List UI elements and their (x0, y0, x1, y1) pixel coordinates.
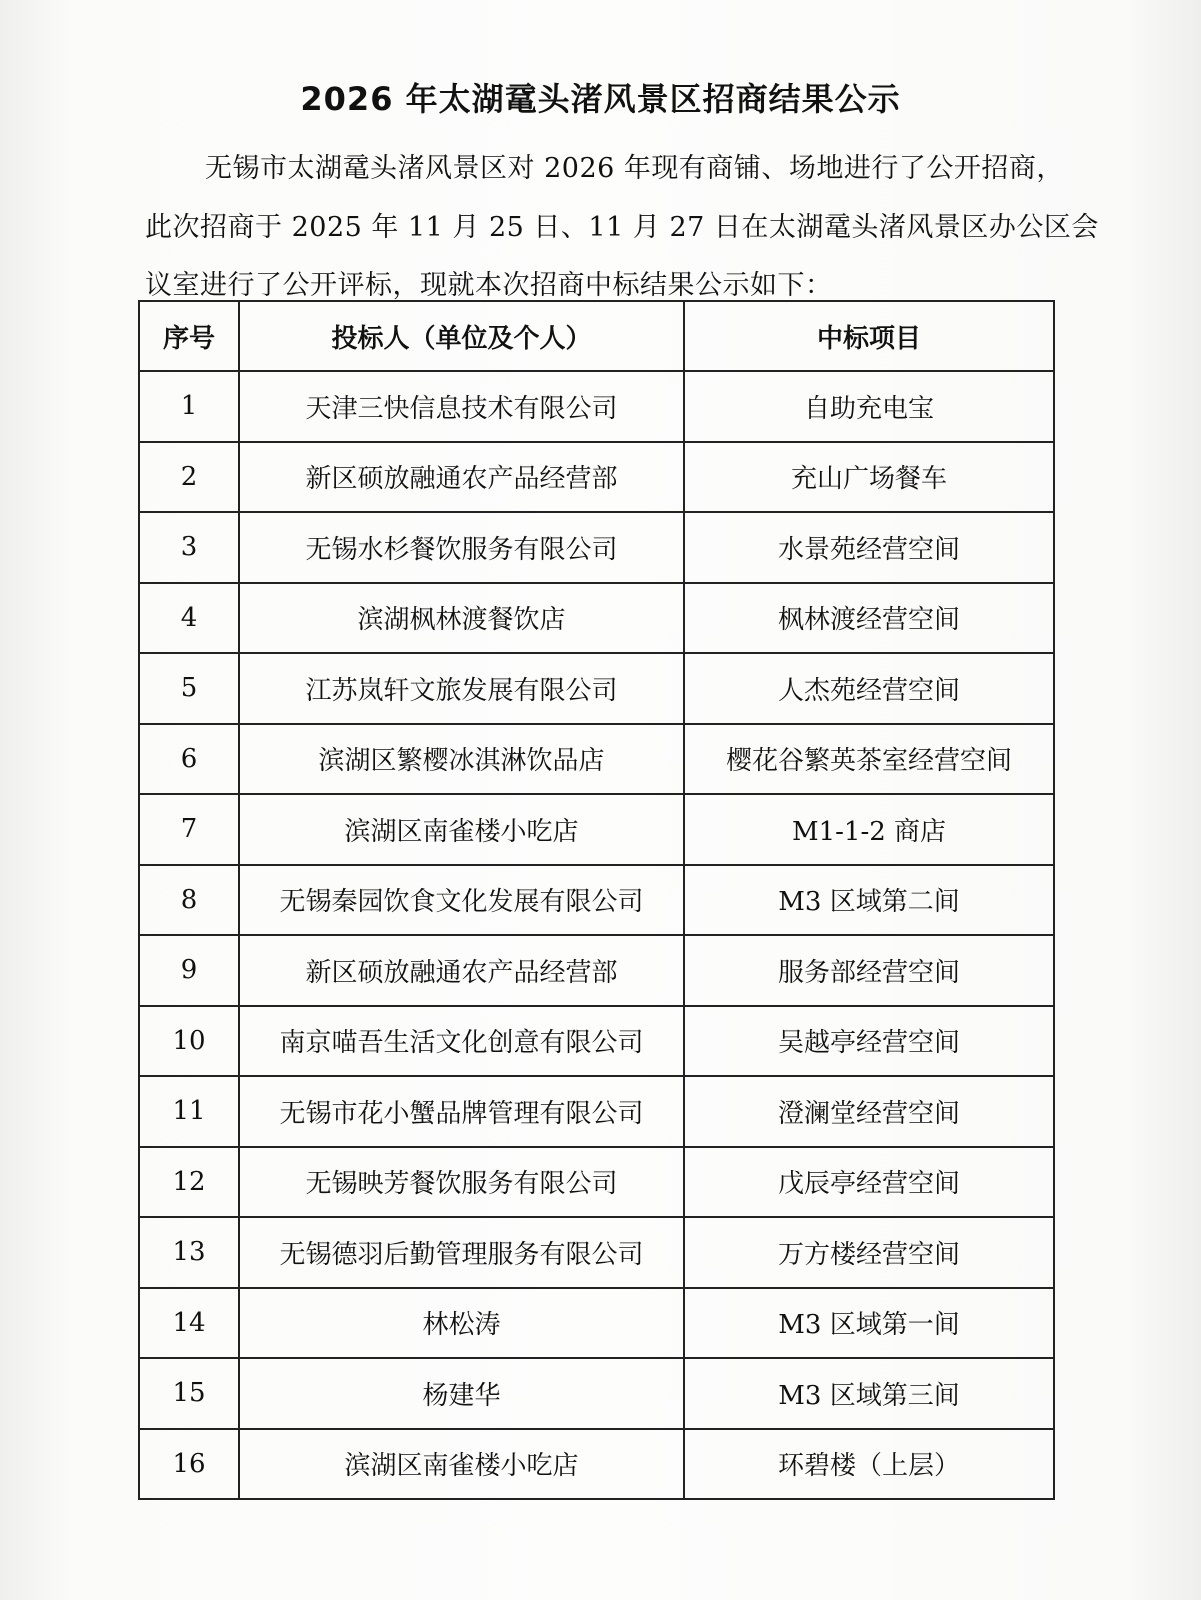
table-row (139, 1429, 1054, 1500)
cell-bidder: 新区硕放融通农产品经营部 (239, 442, 684, 513)
table-row (139, 1147, 1054, 1218)
cell-number: 14 (139, 1288, 239, 1359)
cell-bidder: 杨建华 (239, 1358, 684, 1429)
cell-bidder: 滨湖枫林渡餐饮店 (239, 583, 684, 654)
table-row (139, 1006, 1054, 1077)
cell-number: 13 (139, 1217, 239, 1288)
document-title: 2026 年太湖鼋头渚风景区招商结果公示 (300, 80, 901, 118)
cell-number: 15 (139, 1358, 239, 1429)
table-row (139, 512, 1054, 583)
cell-number: 16 (139, 1429, 239, 1500)
cell-project: 服务部经营空间 (684, 935, 1054, 1006)
cell-bidder: 无锡映芳餐饮服务有限公司 (239, 1147, 684, 1218)
cell-bidder: 新区硕放融通农产品经营部 (239, 935, 684, 1006)
header-number: 序号 (139, 301, 239, 371)
cell-bidder: 无锡德羽后勤管理服务有限公司 (239, 1217, 684, 1288)
cell-number: 9 (139, 935, 239, 1006)
intro-line-3: 议室进行了公开评标，现就本次招商中标结果公示如下： (145, 270, 833, 301)
cell-project: 樱花谷繁英茶室经营空间 (684, 724, 1054, 795)
cell-bidder: 南京喵吾生活文化创意有限公司 (239, 1006, 684, 1077)
cell-number: 10 (139, 1006, 239, 1077)
cell-number: 7 (139, 794, 239, 865)
cell-bidder: 滨湖区南雀楼小吃店 (239, 794, 684, 865)
table-row (139, 1358, 1054, 1429)
cell-bidder: 无锡秦园饮食文化发展有限公司 (239, 865, 684, 936)
intro-line-1: 无锡市太湖鼋头渚风景区对 2026 年现有商铺、场地进行了公开招商， (205, 153, 1064, 184)
table-row (139, 583, 1054, 654)
cell-project: 环碧楼（上层） (684, 1429, 1054, 1500)
cell-project: M1-1-2 商店 (684, 794, 1054, 865)
cell-project: 枫林渡经营空间 (684, 583, 1054, 654)
table-body (139, 371, 1054, 1499)
cell-project: 自助充电宝 (684, 371, 1054, 442)
cell-project: 人杰苑经营空间 (684, 653, 1054, 724)
cell-project: 充山广场餐车 (684, 442, 1054, 513)
cell-number: 12 (139, 1147, 239, 1218)
cell-number: 1 (139, 371, 239, 442)
table-row (139, 724, 1054, 795)
cell-bidder: 无锡水杉餐饮服务有限公司 (239, 512, 684, 583)
cell-number: 5 (139, 653, 239, 724)
header-bidder: 投标人（单位及个人） (239, 301, 684, 371)
cell-bidder: 林松涛 (239, 1288, 684, 1359)
cell-bidder: 无锡市花小蟹品牌管理有限公司 (239, 1076, 684, 1147)
table-row (139, 794, 1054, 865)
table-row (139, 865, 1054, 936)
table-row (139, 1288, 1054, 1359)
cell-bidder: 江苏岚轩文旅发展有限公司 (239, 653, 684, 724)
header-project: 中标项目 (684, 301, 1054, 371)
cell-bidder: 天津三快信息技术有限公司 (239, 371, 684, 442)
table-row (139, 371, 1054, 442)
table-row (139, 442, 1054, 513)
table-row (139, 935, 1054, 1006)
results-table (138, 300, 1055, 1500)
cell-project: 澄澜堂经营空间 (684, 1076, 1054, 1147)
cell-number: 3 (139, 512, 239, 583)
table-header-row (139, 301, 1054, 371)
cell-project: 戊辰亭经营空间 (684, 1147, 1054, 1218)
cell-number: 2 (139, 442, 239, 513)
cell-project: M3 区域第一间 (684, 1288, 1054, 1359)
cell-project: 万方楼经营空间 (684, 1217, 1054, 1288)
table-row (139, 1217, 1054, 1288)
intro-line-2: 此次招商于 2025 年 11 月 25 日、11 月 27 日在太湖鼋头渚风景区办公区会 (145, 212, 1099, 243)
cell-project: M3 区域第三间 (684, 1358, 1054, 1429)
cell-bidder: 滨湖区繁樱冰淇淋饮品店 (239, 724, 684, 795)
cell-project: 吴越亭经营空间 (684, 1006, 1054, 1077)
cell-project: 水景苑经营空间 (684, 512, 1054, 583)
cell-project: M3 区域第二间 (684, 865, 1054, 936)
cell-number: 11 (139, 1076, 239, 1147)
table-row (139, 1076, 1054, 1147)
cell-bidder: 滨湖区南雀楼小吃店 (239, 1429, 684, 1500)
cell-number: 8 (139, 865, 239, 936)
cell-number: 4 (139, 583, 239, 654)
cell-number: 6 (139, 724, 239, 795)
table-row (139, 653, 1054, 724)
